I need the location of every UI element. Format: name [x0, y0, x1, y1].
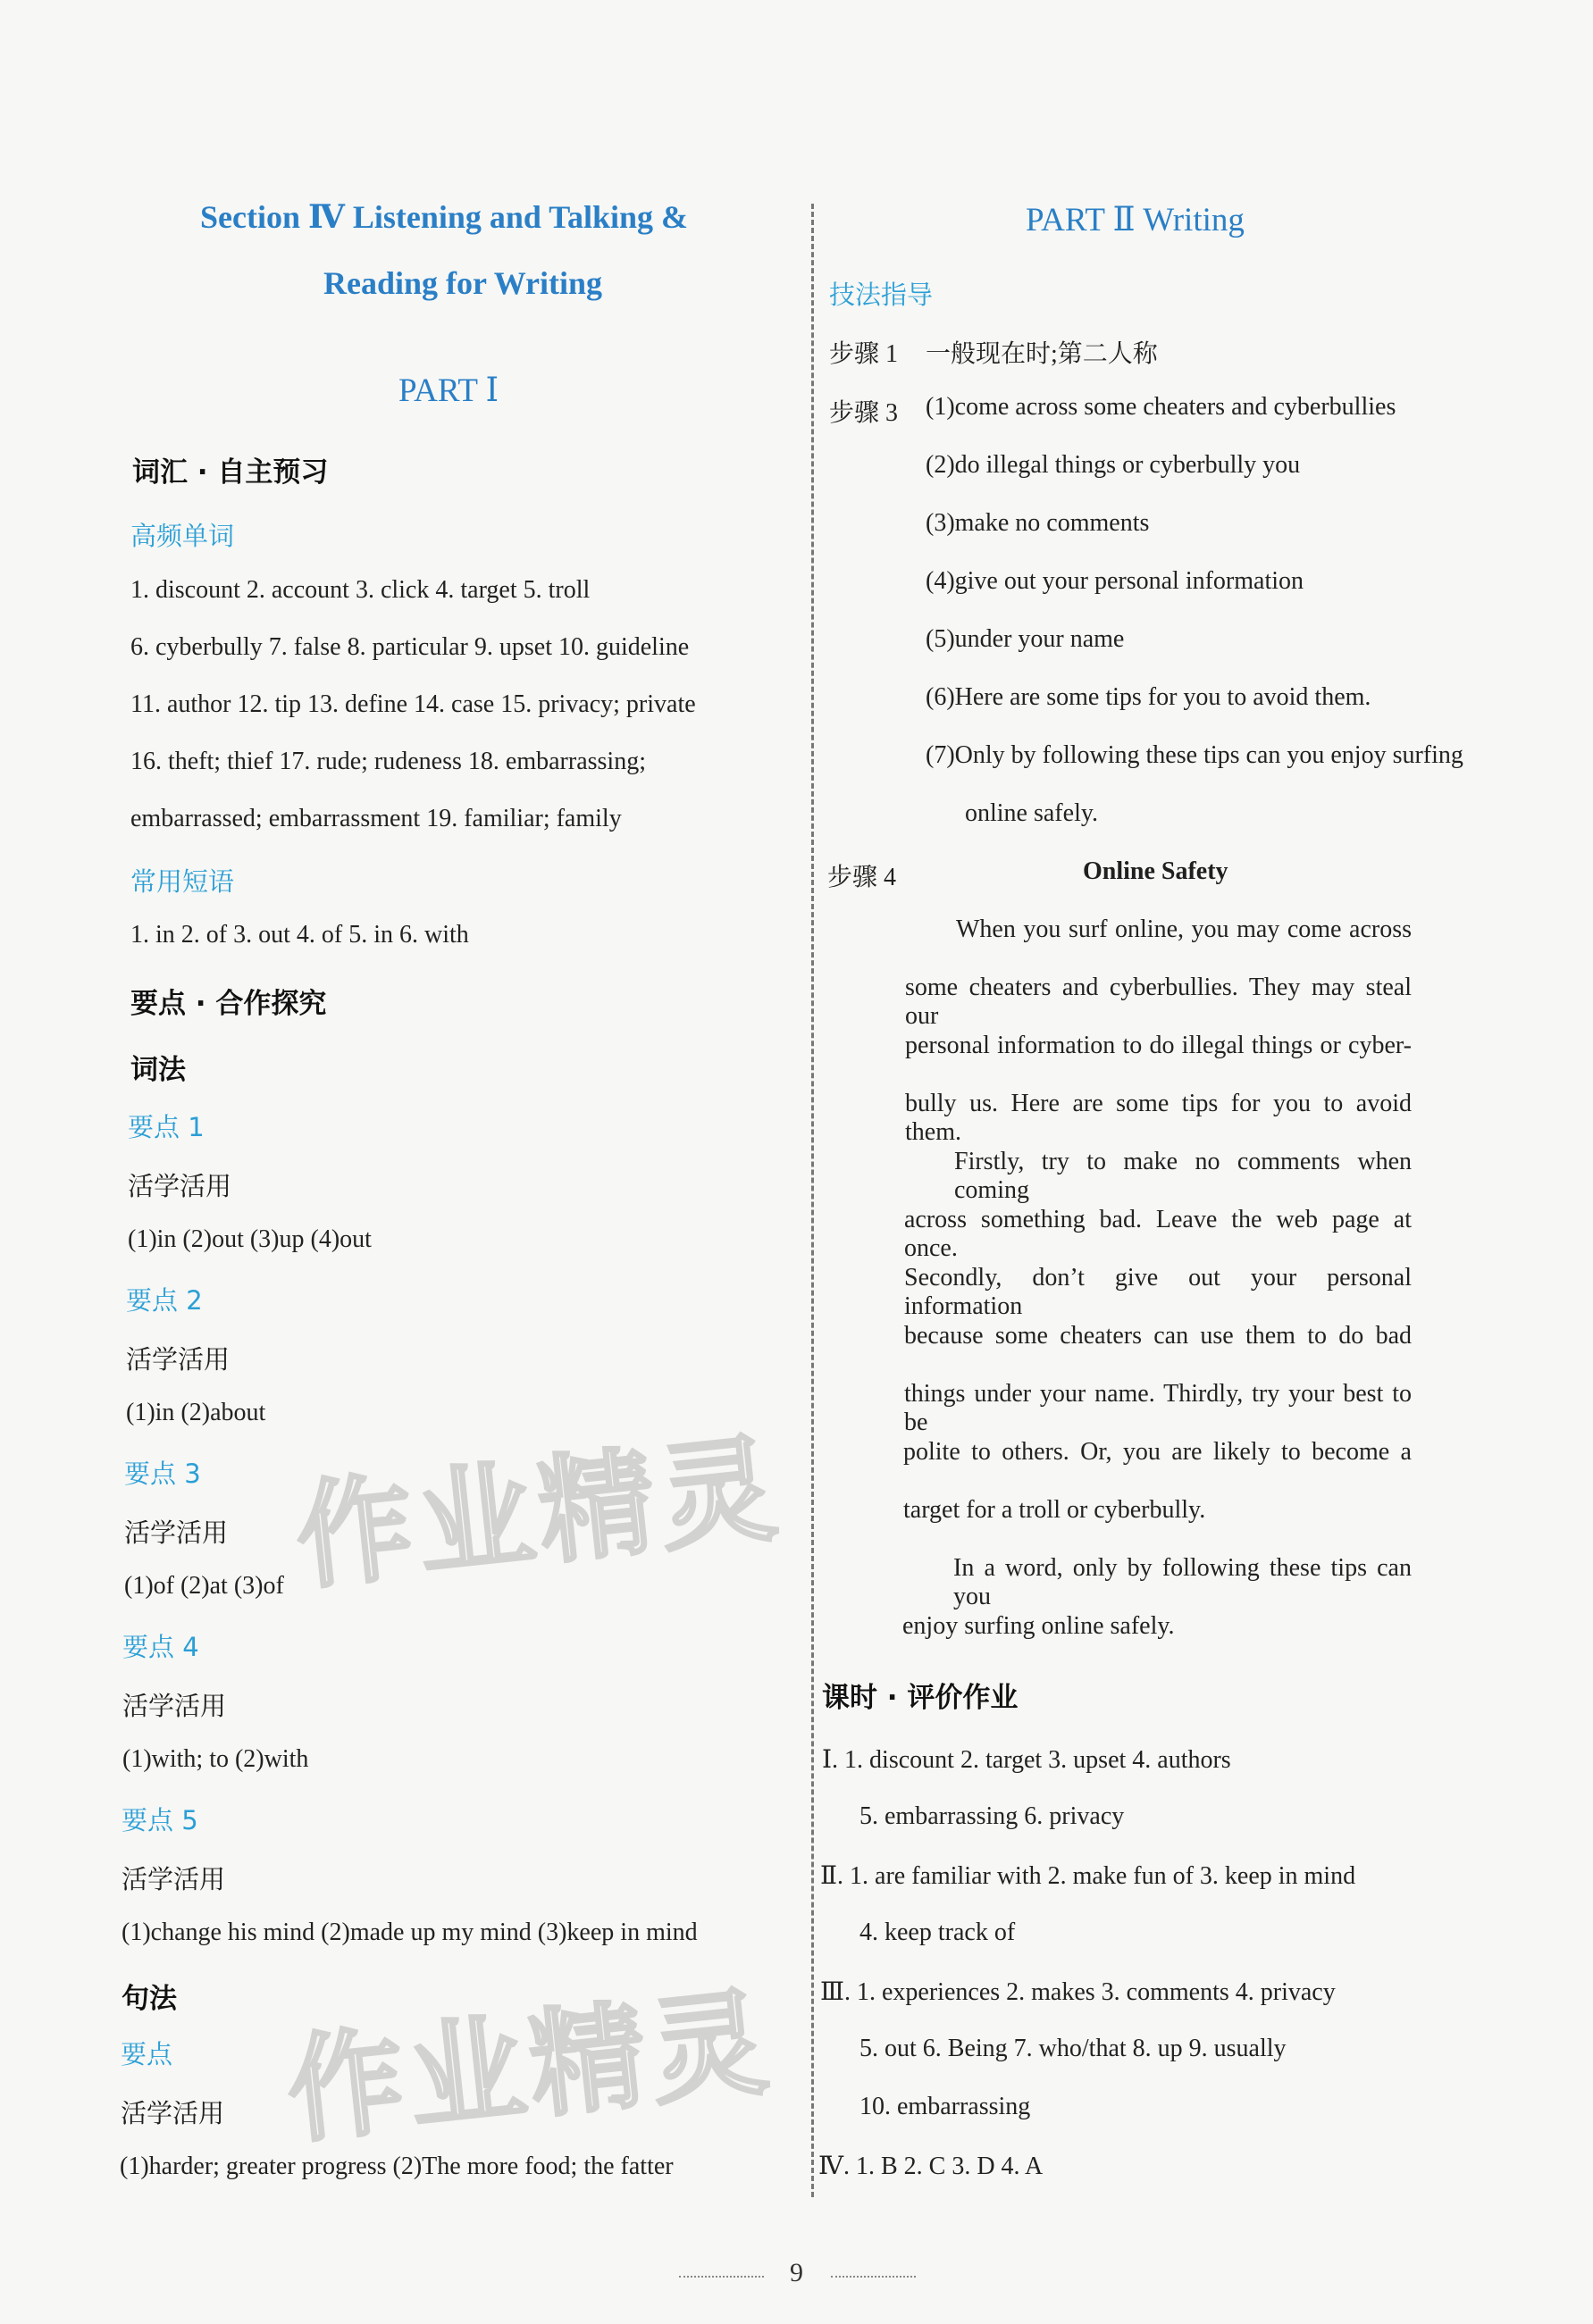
step3-item-7-cont: online safely. [965, 799, 1099, 827]
step3-label: 步骤 3 [829, 399, 899, 427]
vocab-heading: 词汇 · 自主预习 [132, 456, 329, 489]
essay-line-9: things under your name. Thirdly, try your best to be [904, 1380, 1412, 1436]
key-points-heading: 要点 · 合作探究 [130, 988, 327, 1020]
phrases-label: 常用短语 [130, 866, 235, 897]
section-title-line1: Section Ⅳ Listening and Talking & [200, 199, 689, 235]
step3-item-6: (6)Here are some tips for you to avoid them. [926, 683, 1371, 711]
essay-line-11: target for a troll or cyberbully. [903, 1496, 1206, 1524]
essay-line-2: some cheaters and cyberbullies. They may steal our [905, 974, 1412, 1030]
essay-line-1: When you surf online, you may come across [956, 915, 1412, 943]
step3-item-1: (1)come across some cheaters and cyberbullies [926, 393, 1396, 421]
phrases-line: 1. in 2. of 3. out 4. of 5. in 6. with [130, 921, 469, 949]
essay-line-10: polite to others. Or, you are likely to become a [903, 1438, 1412, 1466]
point-4-sub: 活学活用 [122, 1691, 227, 1721]
part-one-title: PART Ⅰ [398, 372, 499, 409]
column-divider [811, 204, 814, 2197]
essay-title: Online Safety [1083, 857, 1228, 885]
skills-label: 技法指导 [829, 280, 934, 310]
hw-line-1: Ⅰ. 1. discount 2. target 3. upset 4. authors [822, 1746, 1231, 1774]
point-4-label: 要点 4 [122, 1632, 199, 1662]
hw-line-8: Ⅳ. 1. B 2. C 3. D 4. A [818, 2153, 1044, 2180]
step3-item-4: (4)give out your personal information [926, 567, 1304, 595]
step3-item-2: (2)do illegal things or cyberbully you [926, 451, 1301, 479]
essay-line-4: bully us. Here are some tips for you to avoid them. [905, 1090, 1412, 1146]
essay-line-6: across something bad. Leave the web page at once. [904, 1206, 1412, 1262]
jufa-answer: (1)harder; greater progress (2)The more food; the fatter [120, 2153, 674, 2180]
point-2-label: 要点 2 [126, 1285, 203, 1316]
step4-label: 步骤 4 [827, 864, 897, 891]
hw-line-2: 5. embarrassing 6. privacy [859, 1802, 1125, 1830]
page-number: 9 [790, 2258, 803, 2287]
step3-item-5: (5)under your name [926, 625, 1125, 653]
point-5-sub: 活学活用 [122, 1864, 226, 1894]
point-3-answer: (1)of (2)at (3)of [124, 1572, 284, 1600]
step3-item-7: (7)Only by following these tips can you enjoy surfing [926, 741, 1463, 769]
jufa-point-label: 要点 [121, 2039, 173, 2069]
point-1-label: 要点 1 [128, 1112, 205, 1142]
essay-line-12: In a word, only by following these tips can you [953, 1554, 1412, 1610]
watermark: 作业精灵 [289, 1419, 788, 1606]
page-number-rule-right [831, 2276, 916, 2278]
point-5-label: 要点 5 [122, 1805, 198, 1835]
hw-line-3: Ⅱ. 1. are familiar with 2. make fun of 3. keep in mind [820, 1862, 1356, 1890]
cifa-heading: 词法 [130, 1054, 186, 1086]
hf-line-3: 11. author 12. tip 13. define 14. case 15. privacy; private [130, 690, 696, 718]
step1-text: 一般现在时;第二人称 [926, 340, 1158, 368]
homework-heading: 课时 · 评价作业 [822, 1682, 1019, 1714]
hw-line-6: 5. out 6. Being 7. who/that 8. up 9. usually [859, 2035, 1287, 2062]
point-1-sub: 活学活用 [128, 1171, 232, 1201]
hf-line-5: embarrassed; embarrassment 19. familiar; family [130, 805, 622, 832]
point-3-label: 要点 3 [124, 1459, 201, 1489]
hw-line-4: 4. keep track of [859, 1919, 1016, 1946]
essay-line-3: personal information to do illegal things or cyber- [905, 1032, 1412, 1059]
hw-line-7: 10. embarrassing [859, 2093, 1031, 2120]
part-two-title: PART Ⅱ Writing [1026, 202, 1245, 238]
hf-line-2: 6. cyberbully 7. false 8. particular 9. upset 10. guideline [130, 633, 690, 661]
watermark-2: 作业精灵 [281, 1973, 779, 2160]
point-5-answer: (1)change his mind (2)made up my mind (3)keep in mind [122, 1919, 698, 1946]
hf-words-label: 高频单词 [130, 521, 235, 551]
essay-line-13: enjoy surfing online safely. [902, 1612, 1175, 1640]
point-4-answer: (1)with; to (2)with [122, 1745, 309, 1773]
hw-line-5: Ⅲ. 1. experiences 2. makes 3. comments 4. privacy [820, 1978, 1336, 2006]
hf-line-4: 16. theft; thief 17. rude; rudeness 18. embarrassing; [130, 748, 646, 775]
hf-line-1: 1. discount 2. account 3. click 4. target 5. troll [130, 576, 591, 604]
point-1-answer: (1)in (2)out (3)up (4)out [128, 1225, 372, 1253]
jufa-heading: 句法 [122, 1983, 177, 2015]
essay-line-8: because some cheaters can use them to do bad [904, 1322, 1412, 1350]
point-2-sub: 活学活用 [126, 1344, 231, 1375]
step3-item-3: (3)make no comments [926, 509, 1150, 537]
essay-line-7: Secondly, don’t give out your personal information [904, 1264, 1412, 1320]
page-number-rule-left [679, 2276, 764, 2278]
essay-line-5: Firstly, try to make no comments when coming [954, 1148, 1412, 1204]
step1-label: 步骤 1 [829, 340, 899, 368]
point-2-answer: (1)in (2)about [126, 1399, 266, 1426]
point-3-sub: 活学活用 [124, 1517, 229, 1548]
section-title-line2: Reading for Writing [323, 265, 603, 301]
jufa-sub: 活学活用 [121, 2098, 225, 2128]
